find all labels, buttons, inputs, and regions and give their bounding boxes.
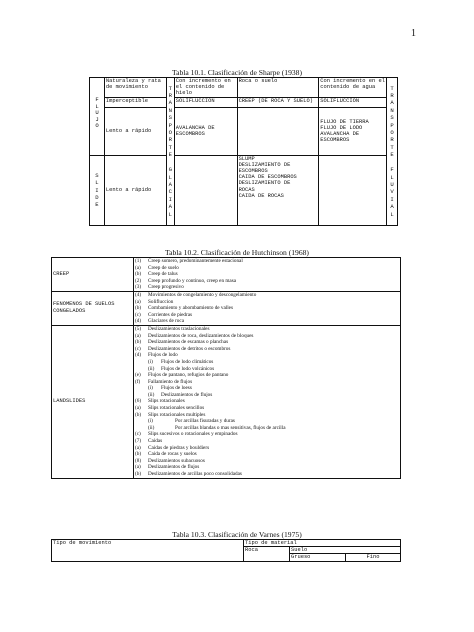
vertical-letter: L [390,173,394,181]
item-text: Caida de rocas y suelos [148,451,197,458]
classification-item [135,431,399,438]
classification-item [135,312,399,319]
item-number: (i) [148,358,153,365]
item-text: Fallamiento de flujos [148,378,193,385]
cell-slump: SLUMP DESLIZAMIENTO DE ESCOMBROS CAIDA DE ESCOMBROS DESLIZAMIENTO DE ROCAS CAIDA DE ROCAS [237,155,319,225]
classification-item [135,318,399,325]
classification-item [135,333,399,340]
item-number: (ii) [148,424,155,431]
vertical-letter: A [390,99,394,107]
classification-item [135,346,399,353]
item-number: (b) [135,411,142,418]
item-text: Slips sucesivos o rotacionales y empinados [148,431,238,438]
item-text: Deslizamientos traslacionales [148,325,210,332]
item-text: Deslizamientos de flujos [148,464,200,471]
classification-item [135,464,399,471]
header-hielo: Con incremento en el contenido de hielo [174,78,237,98]
item-text: Slips rotacionales multiples [148,411,206,418]
varnes-table [51,539,401,562]
vertical-letter [168,159,173,166]
fenomenos-items [134,291,401,325]
item-number: (b) [135,451,142,458]
item-number: (d) [135,352,142,359]
item-text: Creep somero, predominantemente estacional [148,258,243,264]
transporte-fluvial-label [387,78,398,226]
vertical-letter: R [390,136,394,144]
item-number: (5) [135,325,142,332]
item-text: Solifluccion [148,298,174,305]
category-fenomenos: FENOMENOS DE SUELOS CONGELADOS [52,291,134,325]
classification-item [135,392,399,399]
item-number: (3) [135,284,142,291]
item-number: (ii) [148,391,155,398]
item-number: (4) [135,291,142,298]
item-number: (b) [135,305,142,312]
item-number: (b) [135,271,142,278]
item-text: Glaciares de roca [148,318,185,325]
vertical-letter: A [390,203,394,211]
item-text: Slips rotacionales [148,398,185,405]
vertical-letter: L [168,210,172,218]
hutchinson-table [51,257,401,479]
page-number: 1 [411,28,416,39]
vertical-letter: G [168,166,172,174]
roca-header: Roca [244,547,290,561]
vertical-letter: P [168,121,172,129]
classification-item [135,471,399,478]
classification-item [135,372,399,379]
vertical-letter: O [95,122,99,130]
vertical-letter: R [390,92,394,100]
grueso-header: Grueso [290,554,346,561]
vertical-letter: T [390,84,394,92]
item-number: (c) [135,345,141,352]
classification-item [135,284,399,291]
item-number: (8) [135,457,142,464]
vertical-letter: F [95,96,99,103]
vertical-letter: L [95,179,99,187]
item-number: (6) [135,398,142,405]
item-text: Deslizamientos de flujos [161,391,213,398]
vertical-letter: D [95,193,99,201]
classification-item [135,418,399,425]
classification-item [135,359,399,366]
item-text: Corrientes de piedras [148,311,193,318]
item-number: (a) [135,332,141,339]
classification-item [135,352,399,359]
sharpe-table [89,77,398,226]
fino-header: Fino [346,554,401,561]
item-text: Por arcillas blandas o mas sensitivas, flujos de arcilla [175,424,286,431]
item-number: (b) [135,471,142,477]
landslides-items [134,325,401,478]
item-text: Slips rotacionales sencillos [148,405,205,412]
cell-imperceptible: Imperceptible [104,97,166,107]
cell-lento-rapido-2: Lento a rápido [104,155,166,225]
vertical-letter: L [95,102,99,110]
header-naturaleza: Naturaleza y rata de movimiento [104,78,166,98]
vertical-letter: C [168,188,172,196]
vertical-letter: I [95,186,99,194]
item-text: Creep de talus [148,271,178,278]
classification-item [135,405,399,412]
item-text: Flujos de lodo climáticos [161,358,214,365]
vertical-letter: J [95,115,99,123]
item-number: (1) [135,258,142,264]
item-number: (c) [135,431,141,438]
classification-item [135,379,399,386]
classification-item [135,258,399,265]
vertical-letter [388,159,396,166]
classification-item [135,292,399,299]
vertical-letter: E [390,151,394,159]
vertical-letter: T [168,143,172,151]
vertical-letter: R [168,92,172,100]
vertical-letter: U [95,109,99,117]
classification-item [135,278,399,285]
vertical-letter: F [390,166,394,174]
vertical-letter: R [168,136,172,144]
vertical-letter: L [168,173,172,181]
item-text: Caidas de piedras y bouldiers [148,444,210,451]
creep-items [134,258,401,292]
flujo-label [91,97,103,130]
item-number: (a) [135,464,141,471]
item-number: (7) [135,438,142,445]
vertical-letter: L [390,210,394,218]
vertical-letter: E [95,200,99,208]
cell-lento-rapido-1: Lento a rápido [104,107,166,155]
table3-caption: Tabla 10.3. Clasificación de Varnes (1975) [172,530,302,539]
vertical-letter: U [390,180,394,188]
vertical-letter: E [168,151,172,159]
header-agua: Con incremento en el contenido de agua [319,78,387,98]
cell-avalancha: AVALANCHA DE ESCOMBROS [174,107,237,155]
vertical-letter: P [390,121,394,129]
category-landslides: LANDSLIDES [52,325,134,478]
cell-soliflucion-hielo: SOLIFLUCCION [174,97,237,107]
slide-label [90,155,105,225]
vertical-letter: I [168,195,172,203]
classification-item [135,451,399,458]
item-number: (f) [135,378,141,385]
item-number: (a) [135,405,141,412]
classification-item [135,271,399,278]
cell-creep: CREEP (DE ROCA Y SUELO) [237,97,319,107]
classification-item [135,385,399,392]
vertical-letter: I [390,195,394,203]
item-text: Creep de suelo [148,264,179,271]
item-text: Movimientos de congelamiento y descongelamiento [148,291,257,298]
vertical-letter: S [390,114,394,122]
item-text: Deslizamientos subacuosos [148,457,205,464]
classification-item [135,445,399,452]
item-text: Por arcillas fisuradas y duras [175,418,235,425]
item-number: (i) [148,385,153,392]
item-text: Combamiento y abombamiento de valles [148,305,233,312]
table2-caption: Tabla 10.2. Clasificación de Hutchinson (1968) [165,248,309,257]
item-text: Deslizamientos de roca, deslizamientos de bloques [148,332,254,339]
vertical-letter: N [390,106,394,114]
cell-soliflucion-agua: SOLIFLUCCION [319,97,387,107]
tipo-movimiento-header: Tipo de movimiento [52,540,244,562]
vertical-letter: A [168,180,172,188]
item-text: Caidas [148,438,163,445]
vertical-letter: N [168,106,172,114]
suelo-header: Suelo [290,547,401,554]
classification-item [135,326,399,333]
tipo-material-header: Tipo de material [244,540,401,547]
transporte-glacial-label [166,78,174,226]
classification-item [135,438,399,445]
vertical-letter: V [390,188,394,196]
item-number: (d) [135,318,142,325]
item-number: (a) [135,298,141,305]
item-text: Flujos de loess [161,385,192,392]
item-text: Deslizamientos de detritos o escombros [148,345,231,352]
item-number: (i) [148,418,153,425]
item-text: Deslizamientos de escamas o planchas [148,339,229,346]
vertical-letter: A [168,203,172,211]
classification-item [135,305,399,312]
vertical-letter: T [390,143,394,151]
category-creep: CREEP [52,258,134,292]
vertical-letter: S [95,172,99,180]
item-text: Flujos de pantano, refugios de pantano [148,372,229,379]
classification-item [135,398,399,405]
classification-item [135,339,399,346]
table1-caption: Tabla 10.1. Clasificación de Sharpe (1938) [172,68,302,77]
item-text: Creep profundo y continuo, creep en masa [148,277,237,284]
item-text: Creep progresivo [148,284,184,291]
item-text: Deslizamientos de arcillas poco consolidadas [148,471,242,477]
vertical-letter: O [168,129,172,137]
item-number: (b) [135,339,142,346]
vertical-letter: A [168,99,172,107]
item-text: Flujos de lodo volcánicos [161,365,215,372]
cell-flujos: FLUJO DE TIERRA FLUJO DE LODO AVALANCHA DE ESCOMBROS [319,107,387,155]
vertical-letter: S [168,114,172,122]
classification-item [135,425,399,432]
item-number: (2) [135,277,142,284]
header-roca-suelo: Roca o suelo [237,78,319,98]
classification-item [135,299,399,306]
vertical-letter: T [168,84,172,92]
item-number: (a) [135,264,141,271]
vertical-letter: O [390,129,394,137]
item-number: (c) [135,311,141,318]
item-number: (a) [135,444,141,451]
item-number: (ii) [148,365,155,372]
item-number: (e) [135,372,141,379]
item-text: Flujos de lodo [148,352,178,359]
classification-item [135,265,399,272]
